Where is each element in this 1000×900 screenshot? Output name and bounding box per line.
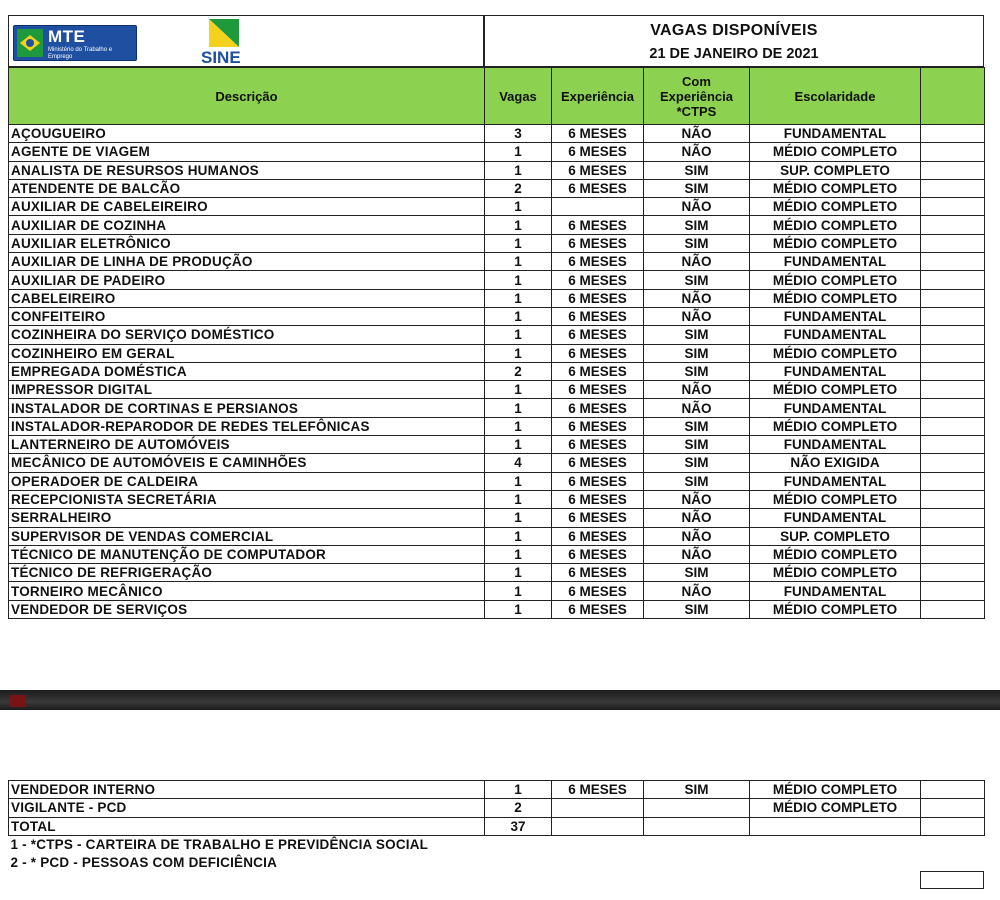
table-row [9, 381, 985, 399]
table-row [9, 399, 985, 417]
cell-descricao: VENDEDOR INTERNO [9, 781, 485, 799]
cell-blank [921, 799, 985, 817]
cell-blank [552, 817, 644, 835]
cell-escolaridade: MÉDIO COMPLETO [750, 271, 921, 289]
cell-escolaridade: MÉDIO COMPLETO [750, 344, 921, 362]
cell-descricao: TORNEIRO MECÂNICO [9, 582, 485, 600]
cell-escolaridade: MÉDIO COMPLETO [750, 289, 921, 307]
cell-escolaridade: MÉDIO COMPLETO [750, 564, 921, 582]
cell-blank [921, 381, 985, 399]
cell-ctps: SIM [644, 436, 750, 454]
mte-logo-text: MTE [48, 27, 86, 46]
note-row [9, 854, 985, 872]
cell-ctps: SIM [644, 271, 750, 289]
cell-descricao: AGENTE DE VIAGEM [9, 143, 485, 161]
table-row [9, 289, 985, 307]
cell-blank [552, 835, 644, 853]
overlay-mark [10, 695, 26, 707]
cell-vagas: 1 [485, 582, 552, 600]
cell-blank [750, 835, 921, 853]
cell-escolaridade: MÉDIO COMPLETO [750, 216, 921, 234]
cell-ctps [644, 799, 750, 817]
column-header-blank [921, 68, 985, 125]
cell-escolaridade: MÉDIO COMPLETO [750, 781, 921, 799]
cell-blank [921, 564, 985, 582]
table-row [9, 509, 985, 527]
cell-experiencia: 6 MESES [552, 600, 644, 618]
cell-blank [921, 582, 985, 600]
cell-descricao: CONFEITEIRO [9, 307, 485, 325]
cell-blank [921, 835, 985, 853]
sine-logo [199, 18, 255, 66]
cell-escolaridade: MÉDIO COMPLETO [750, 417, 921, 435]
cell-blank [921, 854, 985, 872]
cell-ctps: NÃO [644, 307, 750, 325]
column-header-vagas: Vagas [485, 68, 552, 125]
cell-descricao: CABELEIREIRO [9, 289, 485, 307]
cell-ctps: NÃO [644, 545, 750, 563]
cell-vagas: 1 [485, 545, 552, 563]
cell-escolaridade: FUNDAMENTAL [750, 307, 921, 325]
cell-experiencia: 6 MESES [552, 289, 644, 307]
cell-vagas: 1 [485, 216, 552, 234]
cell-blank [921, 234, 985, 252]
cell-descricao: AUXILIAR DE LINHA DE PRODUÇÃO [9, 253, 485, 271]
cell-ctps: SIM [644, 179, 750, 197]
cell-blank [921, 271, 985, 289]
table-row [9, 362, 985, 380]
cell-escolaridade: FUNDAMENTAL [750, 436, 921, 454]
cell-ctps: SIM [644, 781, 750, 799]
cell-escolaridade: FUNDAMENTAL [750, 472, 921, 490]
table-row [9, 527, 985, 545]
cell-blank [921, 454, 985, 472]
cell-vagas: 1 [485, 781, 552, 799]
table-row [9, 271, 985, 289]
cell-experiencia: 6 MESES [552, 307, 644, 325]
cell-ctps: NÃO [644, 125, 750, 143]
cell-escolaridade: MÉDIO COMPLETO [750, 179, 921, 197]
cell-blank [921, 399, 985, 417]
cell-vagas: 1 [485, 527, 552, 545]
cell-experiencia [552, 799, 644, 817]
cell-experiencia: 6 MESES [552, 454, 644, 472]
brazil-flag-icon [17, 29, 43, 57]
cell-experiencia: 6 MESES [552, 417, 644, 435]
vacancies-table [8, 67, 985, 619]
cell-vagas: 2 [485, 362, 552, 380]
cell-descricao: AUXILIAR DE CABELEIREIRO [9, 198, 485, 216]
cell-experiencia: 6 MESES [552, 509, 644, 527]
cell-vagas: 1 [485, 326, 552, 344]
cell-experiencia: 6 MESES [552, 399, 644, 417]
cell-vagas: 1 [485, 381, 552, 399]
cell-vagas: 1 [485, 161, 552, 179]
cell-ctps: SIM [644, 234, 750, 252]
cell-experiencia: 6 MESES [552, 545, 644, 563]
table-row [9, 179, 985, 197]
cell-blank [921, 362, 985, 380]
cell-descricao: ATENDENTE DE BALCÃO [9, 179, 485, 197]
cell-escolaridade: FUNDAMENTAL [750, 362, 921, 380]
column-header-experiencia: Experiência [552, 68, 644, 125]
mte-logo-subtitle: Ministério do Trabalho e Emprego [48, 47, 113, 60]
cell-descricao: AUXILIAR DE COZINHA [9, 216, 485, 234]
vacancies-table-continued [8, 780, 985, 872]
cell-ctps: SIM [644, 344, 750, 362]
screenshot-overlay-band [0, 690, 1000, 710]
cell-experiencia: 6 MESES [552, 125, 644, 143]
cell-ctps: NÃO [644, 527, 750, 545]
cell-vagas: 1 [485, 436, 552, 454]
cell-descricao: OPERADOER DE CALDEIRA [9, 472, 485, 490]
cell-descricao: TÉCNICO DE MANUTENÇÃO DE COMPUTADOR [9, 545, 485, 563]
cell-experiencia: 6 MESES [552, 490, 644, 508]
cell-vagas: 1 [485, 198, 552, 216]
cell-blank [921, 307, 985, 325]
cell-blank [921, 472, 985, 490]
cell-escolaridade: NÃO EXIGIDA [750, 454, 921, 472]
cell-ctps: NÃO [644, 490, 750, 508]
table-row [9, 417, 985, 435]
cell-escolaridade: MÉDIO COMPLETO [750, 234, 921, 252]
table-row [9, 143, 985, 161]
cell-vagas: 3 [485, 125, 552, 143]
cell-ctps: NÃO [644, 253, 750, 271]
cell-blank [921, 527, 985, 545]
cell-ctps: NÃO [644, 381, 750, 399]
cell-blank [921, 125, 985, 143]
cell-ctps: SIM [644, 600, 750, 618]
table-row [9, 781, 985, 799]
cell-descricao: SUPERVISOR DE VENDAS COMERCIAL [9, 527, 485, 545]
table-row [9, 799, 985, 817]
cell-escolaridade: SUP. COMPLETO [750, 527, 921, 545]
cell-vagas: 1 [485, 253, 552, 271]
table-row [9, 161, 985, 179]
cell-descricao: EMPREGADA DOMÉSTICA [9, 362, 485, 380]
cell-escolaridade: SUP. COMPLETO [750, 161, 921, 179]
cell-descricao: ANALISTA DE RESURSOS HUMANOS [9, 161, 485, 179]
cell-experiencia: 6 MESES [552, 362, 644, 380]
cell-blank [921, 490, 985, 508]
note-row [9, 835, 985, 853]
cell-descricao: VIGILANTE - PCD [9, 799, 485, 817]
cell-blank [921, 600, 985, 618]
cell-blank [921, 179, 985, 197]
cell-escolaridade: MÉDIO COMPLETO [750, 143, 921, 161]
cell-blank [921, 253, 985, 271]
cell-experiencia: 6 MESES [552, 527, 644, 545]
cell-escolaridade: FUNDAMENTAL [750, 125, 921, 143]
cell-blank [921, 545, 985, 563]
column-header-ctps [644, 68, 750, 125]
table-row [9, 125, 985, 143]
sine-logo-text: SINE [201, 48, 241, 67]
note-pcd: 2 - * PCD - PESSOAS COM DEFICIÊNCIA [10, 855, 278, 871]
cell-experiencia: 6 MESES [552, 179, 644, 197]
cell-ctps: NÃO [644, 198, 750, 216]
cell-descricao: AUXILIAR DE PADEIRO [9, 271, 485, 289]
cell-escolaridade: FUNDAMENTAL [750, 509, 921, 527]
cell-blank [921, 198, 985, 216]
cell-descricao: INSTALADOR DE CORTINAS E PERSIANOS [9, 399, 485, 417]
column-header-ctps-label: Com Experiência *CTPS [660, 73, 733, 119]
table-header-row [9, 68, 985, 125]
cell-ctps: SIM [644, 472, 750, 490]
cell-blank [921, 289, 985, 307]
cell-vagas: 1 [485, 417, 552, 435]
cell-ctps: SIM [644, 454, 750, 472]
cell-escolaridade: MÉDIO COMPLETO [750, 198, 921, 216]
cell-escolaridade: MÉDIO COMPLETO [750, 600, 921, 618]
cell-ctps: NÃO [644, 143, 750, 161]
cell-blank [644, 817, 750, 835]
empty-box [920, 871, 984, 889]
page-date: 21 DE JANEIRO DE 2021 [649, 46, 819, 62]
cell-experiencia: 6 MESES [552, 381, 644, 399]
column-header-descricao: Descrição [9, 68, 485, 125]
table-row [9, 234, 985, 252]
page-title: VAGAS DISPONÍVEIS [650, 22, 818, 39]
table-row [9, 216, 985, 234]
cell-experiencia: 6 MESES [552, 472, 644, 490]
cell-experiencia: 6 MESES [552, 161, 644, 179]
cell-descricao: RECEPCIONISTA SECRETÁRIA [9, 490, 485, 508]
cell-blank [921, 509, 985, 527]
cell-vagas: 2 [485, 799, 552, 817]
cell-vagas: 1 [485, 307, 552, 325]
cell-ctps: SIM [644, 564, 750, 582]
cell-escolaridade: MÉDIO COMPLETO [750, 490, 921, 508]
cell-experiencia: 6 MESES [552, 234, 644, 252]
cell-ctps: SIM [644, 326, 750, 344]
note-ctps: 1 - *CTPS - CARTEIRA DE TRABALHO E PREVIDÊNCIA SOCIAL [10, 837, 429, 853]
cell-experiencia: 6 MESES [552, 253, 644, 271]
cell-escolaridade: FUNDAMENTAL [750, 326, 921, 344]
cell-descricao: COZINHEIRO EM GERAL [9, 344, 485, 362]
cell-vagas: 1 [485, 271, 552, 289]
total-label: TOTAL [9, 817, 485, 835]
cell-experiencia: 6 MESES [552, 582, 644, 600]
cell-blank [644, 835, 750, 853]
cell-experiencia: 6 MESES [552, 271, 644, 289]
cell-vagas: 1 [485, 490, 552, 508]
total-row [9, 817, 985, 835]
cell-blank [921, 161, 985, 179]
cell-descricao: LANTERNEIRO DE AUTOMÓVEIS [9, 436, 485, 454]
cell-blank [921, 344, 985, 362]
cell-escolaridade: MÉDIO COMPLETO [750, 545, 921, 563]
cell-descricao: AÇOUGUEIRO [9, 125, 485, 143]
cell-descricao: AUXILIAR ELETRÔNICO [9, 234, 485, 252]
table-row [9, 490, 985, 508]
cell-experiencia: 6 MESES [552, 436, 644, 454]
cell-vagas: 1 [485, 143, 552, 161]
table-row [9, 564, 985, 582]
cell-ctps: NÃO [644, 289, 750, 307]
cell-vagas: 1 [485, 289, 552, 307]
cell-ctps: SIM [644, 417, 750, 435]
table-row [9, 472, 985, 490]
table-row [9, 307, 985, 325]
cell-vagas: 1 [485, 564, 552, 582]
cell-ctps: NÃO [644, 399, 750, 417]
cell-experiencia: 6 MESES [552, 216, 644, 234]
cell-experiencia: 6 MESES [552, 781, 644, 799]
table-row [9, 198, 985, 216]
cell-experiencia [552, 198, 644, 216]
cell-experiencia: 6 MESES [552, 143, 644, 161]
mte-logo [13, 25, 137, 61]
cell-escolaridade: FUNDAMENTAL [750, 399, 921, 417]
cell-vagas: 1 [485, 344, 552, 362]
table-row [9, 454, 985, 472]
cell-blank [485, 835, 552, 853]
cell-escolaridade: FUNDAMENTAL [750, 582, 921, 600]
cell-experiencia: 6 MESES [552, 326, 644, 344]
cell-blank [921, 326, 985, 344]
table-row [9, 545, 985, 563]
document-header [8, 15, 984, 67]
cell-vagas: 1 [485, 399, 552, 417]
column-header-escolaridade: Escolaridade [750, 68, 921, 125]
cell-ctps: SIM [644, 216, 750, 234]
total-value: 37 [485, 817, 552, 835]
cell-blank [921, 436, 985, 454]
table-row [9, 344, 985, 362]
cell-escolaridade: MÉDIO COMPLETO [750, 799, 921, 817]
cell-descricao: IMPRESSOR DIGITAL [9, 381, 485, 399]
cell-vagas: 1 [485, 600, 552, 618]
logos-area [9, 16, 485, 66]
table-row [9, 326, 985, 344]
table-row [9, 582, 985, 600]
cell-ctps: NÃO [644, 582, 750, 600]
cell-vagas: 1 [485, 509, 552, 527]
cell-ctps: SIM [644, 362, 750, 380]
cell-descricao: INSTALADOR-REPARODOR DE REDES TELEFÔNICAS [9, 417, 485, 435]
cell-descricao: MECÂNICO DE AUTOMÓVEIS E CAMINHÕES [9, 454, 485, 472]
cell-experiencia: 6 MESES [552, 344, 644, 362]
cell-vagas: 4 [485, 454, 552, 472]
cell-descricao: VENDEDOR DE SERVIÇOS [9, 600, 485, 618]
cell-blank [921, 817, 985, 835]
cell-descricao: TÉCNICO DE REFRIGERAÇÃO [9, 564, 485, 582]
cell-vagas: 2 [485, 179, 552, 197]
cell-escolaridade: FUNDAMENTAL [750, 253, 921, 271]
cell-blank [921, 143, 985, 161]
cell-blank [921, 417, 985, 435]
cell-escolaridade: MÉDIO COMPLETO [750, 381, 921, 399]
cell-vagas: 1 [485, 234, 552, 252]
cell-descricao: SERRALHEIRO [9, 509, 485, 527]
title-block [485, 16, 983, 66]
cell-ctps: SIM [644, 161, 750, 179]
cell-vagas: 1 [485, 472, 552, 490]
cell-ctps: NÃO [644, 509, 750, 527]
cell-blank [921, 781, 985, 799]
cell-blank [750, 817, 921, 835]
table-row [9, 436, 985, 454]
table-row [9, 600, 985, 618]
table-row [9, 253, 985, 271]
cell-blank [921, 216, 985, 234]
cell-experiencia: 6 MESES [552, 564, 644, 582]
cell-descricao: COZINHEIRA DO SERVIÇO DOMÉSTICO [9, 326, 485, 344]
